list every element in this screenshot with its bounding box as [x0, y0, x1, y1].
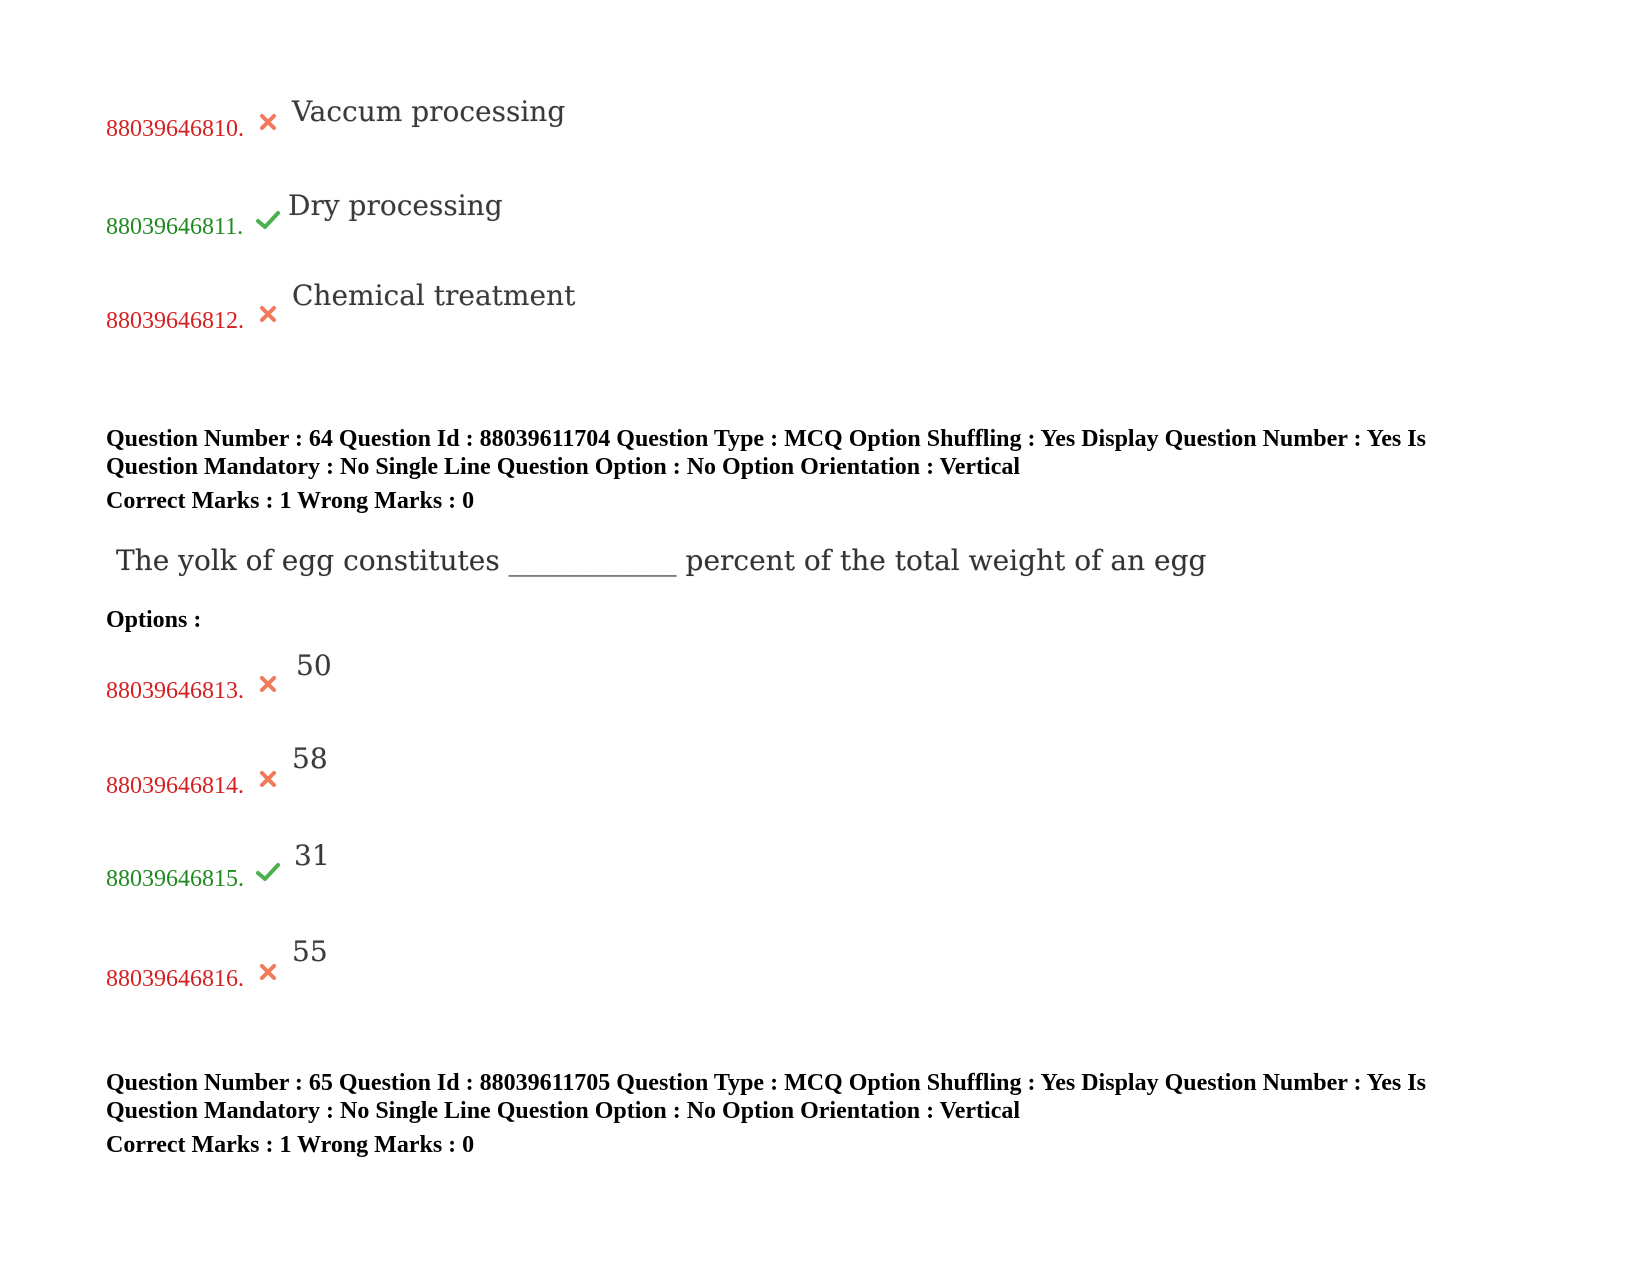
- option-text: 58: [292, 742, 328, 775]
- question-meta-line: Question Mandatory : No Single Line Question Option : No Option Orientation : Vertical: [106, 454, 1021, 480]
- question-marks: Correct Marks : 1 Wrong Marks : 0: [106, 488, 475, 514]
- option-id: 88039646810.: [106, 116, 244, 142]
- option-id: 88039646815.: [106, 866, 244, 892]
- option-row: [106, 839, 1006, 910]
- question-meta-line: Question Number : 64 Question Id : 88039611704 Question Type : MCQ Option Shuffling : Yes Display Question Number : Yes Is: [106, 426, 1426, 452]
- question-meta-line: Question Mandatory : No Single Line Question Option : No Option Orientation : Vertical: [106, 1098, 1021, 1124]
- question-marks: Correct Marks : 1 Wrong Marks : 0: [106, 1132, 475, 1158]
- option-id: 88039646812.: [106, 308, 244, 334]
- question-header: [106, 1069, 1546, 1159]
- question-text: The yolk of egg constitutes ____________ percent of the total weight of an egg: [116, 544, 1207, 577]
- option-text: 50: [296, 649, 332, 682]
- option-text: 55: [292, 935, 328, 968]
- option-text: Chemical treatment: [292, 279, 576, 312]
- option-row: [106, 279, 1006, 352]
- cross-icon: [258, 304, 278, 324]
- option-text: Dry processing: [288, 189, 503, 222]
- option-row: [106, 95, 1006, 160]
- option-row: [106, 935, 1006, 1010]
- cross-icon: [258, 769, 278, 789]
- option-row: [106, 189, 1006, 258]
- option-row: [106, 742, 1006, 817]
- cross-icon: [258, 962, 278, 982]
- check-icon: [256, 210, 280, 230]
- question-meta-line: Question Number : 65 Question Id : 88039611705 Question Type : MCQ Option Shuffling : Yes Display Question Number : Yes Is: [106, 1070, 1426, 1096]
- option-text: 31: [294, 839, 330, 872]
- option-row: [106, 649, 1006, 722]
- option-text: Vaccum processing: [292, 95, 566, 128]
- cross-icon: [258, 674, 278, 694]
- cross-icon: [258, 112, 278, 132]
- option-id: 88039646813.: [106, 678, 244, 704]
- options-label: Options :: [106, 607, 202, 633]
- option-id: 88039646811.: [106, 214, 244, 240]
- option-id: 88039646814.: [106, 773, 244, 799]
- question-header: [106, 425, 1546, 515]
- option-id: 88039646816.: [106, 966, 244, 992]
- check-icon: [256, 862, 280, 882]
